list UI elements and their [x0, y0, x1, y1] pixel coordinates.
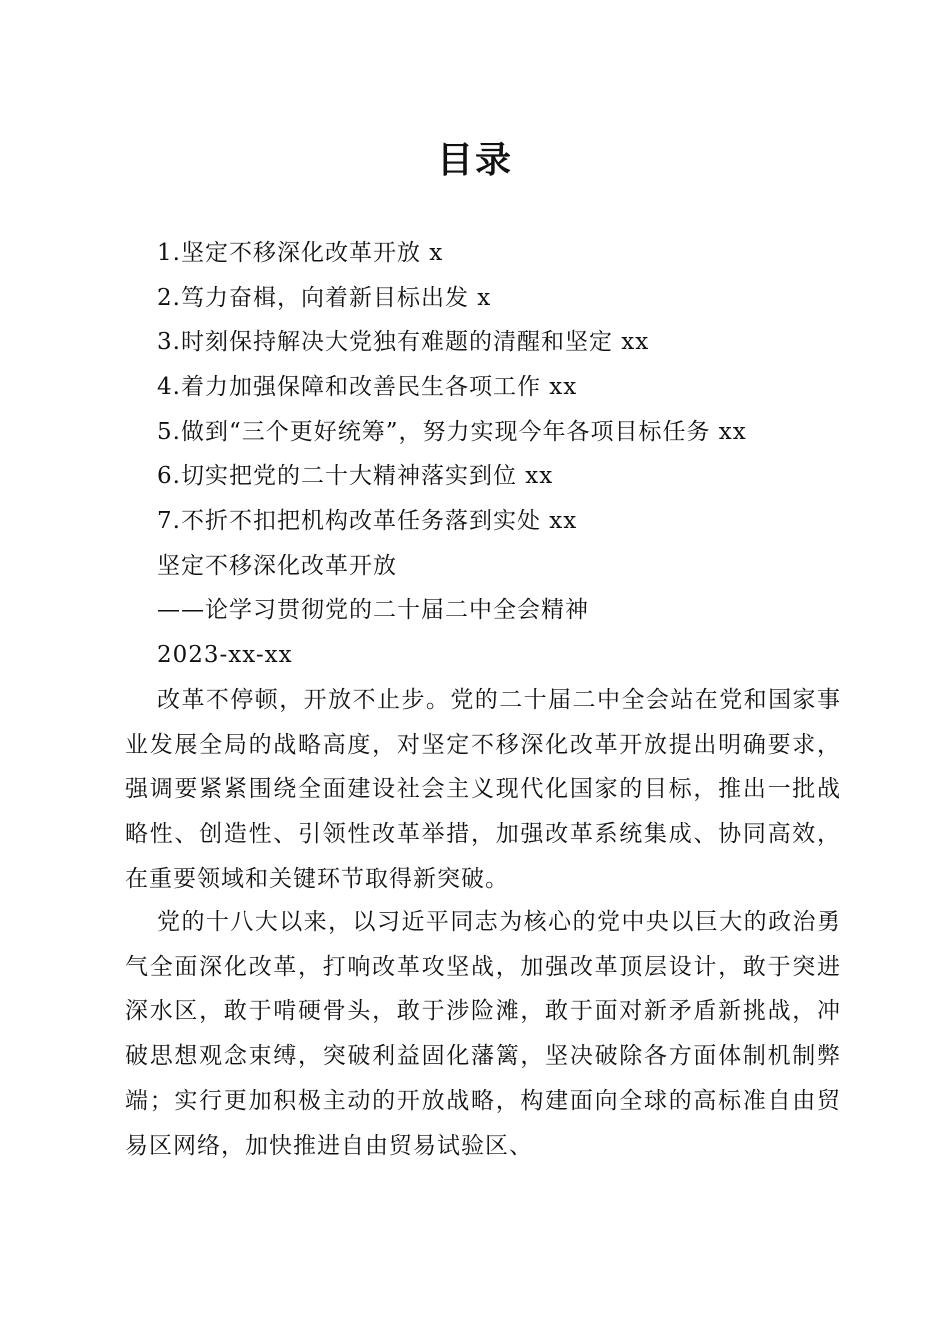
toc-item[interactable]: 2.笃力奋楫，向着新目标出发 x	[157, 284, 492, 311]
article-subtitle: ——论学习贯彻党的二十届二中全会精神	[157, 597, 589, 623]
toc-item[interactable]: 4.着力加强保障和改善民生各项工作 xx	[157, 374, 578, 401]
toc-item[interactable]: 5.做到“三个更好统筹”，努力实现今年各项目标任务 xx	[157, 418, 747, 445]
article-date: 2023-xx-xx	[157, 642, 293, 668]
page-title: 目录	[436, 139, 513, 181]
toc-item[interactable]: 6.切实把党的二十大精神落实到位 xx	[157, 463, 554, 490]
toc-item[interactable]: 3.时刻保持解决大党独有难题的清醒和坚定 xx	[157, 329, 650, 356]
body-paragraph: 党的十八大以来，以习近平同志为核心的党中央以巨大的政治勇气全面深化改革，打响改革攻坚战，加强改革顶层设计，敢于突进深水区，敢于啃硬骨头，敢于涉险滩，敢于面对新矛盾新挑战，冲破思想观念束缚，突破利益固化藩篱，坚决破除各方面体制机制弊端；实行更加积极主动的开放战略，构建面向全球的高标准自由贸易区网络，加快推进自由贸易试验区、	[125, 909, 841, 1159]
table-of-contents	[157, 231, 857, 544]
article-title: 坚定不移深化改革开放	[157, 553, 397, 579]
toc-item[interactable]: 1.坚定不移深化改革开放 x	[157, 240, 444, 266]
toc-item[interactable]: 7.不折不扣把机构改革任务落到实处 xx	[157, 508, 578, 535]
body-paragraph: 改革不停顿，开放不止步。党的二十届二中全会站在党和国家事业发展全局的战略高度，对坚定不移深化改革开放提出明确要求，强调要紧紧围绕全面建设社会主义现代化国家的目标，推出一批战略性、创造性、引领性改革举措，加强改革系统集成、协同高效，在重要领域和关键环节取得新突破。	[125, 687, 841, 892]
